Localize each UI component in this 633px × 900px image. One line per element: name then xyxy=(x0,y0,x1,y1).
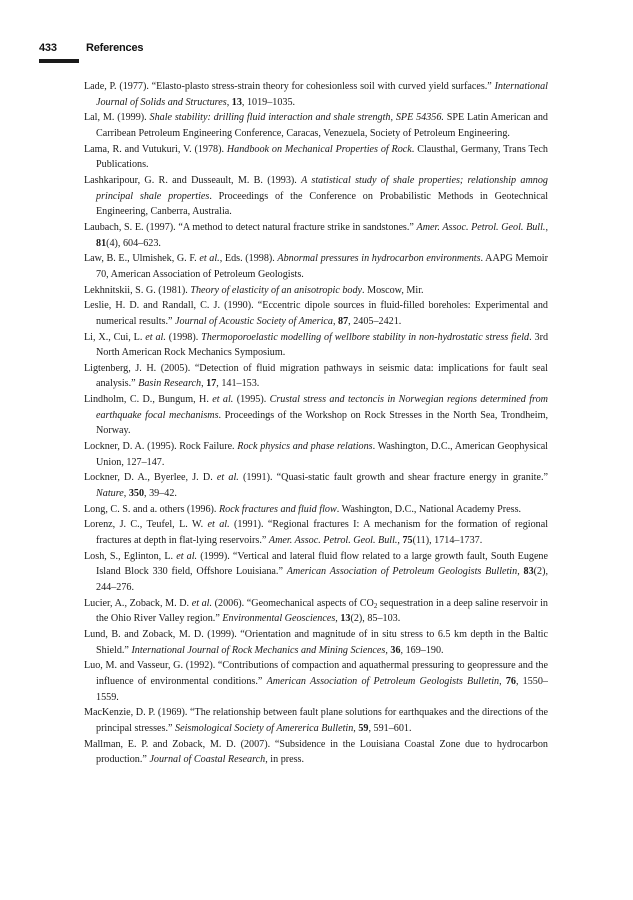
reference-entry: Ligtenberg, J. H. (2005). “Detection of fluid migration pathways in seismic data: implications for fault seal analysis.” Basin Research, 17, 141–153. xyxy=(84,362,548,390)
reference-entry: Lade, P. (1977). “Elasto-plasto stress-strain theory for cohesionless soil with curved yield surfaces.” International Journal of Solids and Structures, 13, 1019–1035. xyxy=(84,81,548,108)
reference-entry: Lashkaripour, G. R. and Dusseault, M. B. (1993). A statistical study of shale properties; relationship amnog principal shale properties. Proceedings of the Conference on Probabilistic Methods in Geotechnical Engineering, Canberra, Australia. xyxy=(84,174,549,218)
reference-entry: Lama, R. and Vutukuri, V. (1978). Handbook on Mechanical Properties of Rock. Clausthal, Germany, Trans Tech Publications. xyxy=(84,143,548,171)
reference-entry: Lekhnitskii, S. G. (1981). Theory of elasticity of an anisotropic body. Moscow, Mir. xyxy=(84,284,424,296)
reference-entry: Lockner, D. A. (1995). Rock Failure. Rock physics and phase relations. Washington, D.C., American Geophysical Union, 127–147. xyxy=(84,441,549,468)
reference-entry: Lockner, D. A., Byerlee, J. D. et al. (1991). “Quasi-static fault growth and shear fracture energy in granite.” Nature, 350, 39–42. xyxy=(84,472,548,500)
reference-list xyxy=(84,79,548,768)
reference-entry: Lund, B. and Zoback, M. D. (1999). “Orientation and magnitude of in situ stress to 6.5 km depth in the Baltic Shield.” International Journal of Rock Mechanics and Mining Sciences, 36, 169–190. xyxy=(84,628,548,656)
reference-entry: Luo, M. and Vasseur, G. (1992). “Contributions of compaction and aquathermal pressuring to geopressure and the influence of environmental conditions.” American Association of Petroleum Geologists Bulletin, 76, 1550–1559. xyxy=(84,660,548,703)
reference-entry: Lucier, A., Zoback, M. D. et al. (2006). “Geomechanical aspects of $CO_2$ sequestration in a deep saline reservoir in the Ohio River Valley region.” Environmental Geosciences, 13(2), 85–103. xyxy=(84,597,548,625)
reference-entry: Losh, S., Eglinton, L. et al. (1999). “Vertical and lateral fluid flow related to a large growth fault, South Eugene Island Block 330 field, Offshore Louisiana.” American Association of Petroleum Geologists Bulletin, 83(2), 244–276. xyxy=(84,550,548,593)
reference-entry: Laubach, S. E. (1997). “A method to detect natural fracture strike in sandstones.” Amer. Assoc. Petrol. Geol. Bull., 81(4), 604–623. xyxy=(84,221,548,249)
reference-entry: MacKenzie, D. P. (1969). “The relationship between fault plane solutions for earthquakes and the directions of the principal stresses.” Seismological Society of Amererica Bulletin, 59, 591–601. xyxy=(84,707,548,734)
reference-entry: Mallman, E. P. and Zoback, M. D. (2007). “Subsidence in the Louisiana Coastal Zone due to hydrocarbon production.” Journal of Coastal Research, in press. xyxy=(84,738,548,766)
page-header xyxy=(39,42,559,62)
reference-entry: Lindholm, C. D., Bungum, H. et al. (1995). Crustal stress and tectoncis in Norwegian regions determined from earthquake focal mechanisms. Proceedings of the Workshop on Rock Stresses in the North Sea, Trondheim, Norway. xyxy=(84,394,548,437)
header-rule xyxy=(39,59,79,63)
reference-entry: Li, X., Cui, L. et al. (1998). Thermoporoelastic modelling of wellbore stability in non-hydrostatic stress field. 3rd North American Rock Mechanics Symposium. xyxy=(84,331,549,359)
reference-entry: Law, B. E., Ulmishek, G. F. et al., Eds. (1998). Abnormal pressures in hydrocarbon environments. AAPG Memoir 70, American Association of Petroleum Geologists. xyxy=(84,253,548,280)
reference-entry: Lal, M. (1999). Shale stability: drilling fluid interaction and shale strength, SPE 54356. SPE Latin American and Carribean Petroleum Engineering Conference, Caracas, Venezuela, Society of Petroleum Engineering. xyxy=(84,112,548,139)
reference-entry: Lorenz, J. C., Teufel, L. W. et al. (1991). “Regional fractures I: A mechanism for the formation of regional fractures at depth in flat-lying reservoirs.” Amer. Assoc. Petrol. Geol. Bull., 75(11), 1714–1737. xyxy=(84,519,549,547)
reference-entry: Long, C. S. and a. others (1996). Rock fractures and fluid flow. Washington, D.C., National Academy Press. xyxy=(84,503,522,515)
reference-entry: Leslie, H. D. and Randall, C. J. (1990). “Eccentric dipole sources in fluid-filled boreholes: Experimental and numerical results.” Journal of Acoustic Society of America, 87, 2405–2421. xyxy=(84,300,548,327)
page-number: 433 xyxy=(39,42,57,54)
running-title: References xyxy=(86,42,144,54)
